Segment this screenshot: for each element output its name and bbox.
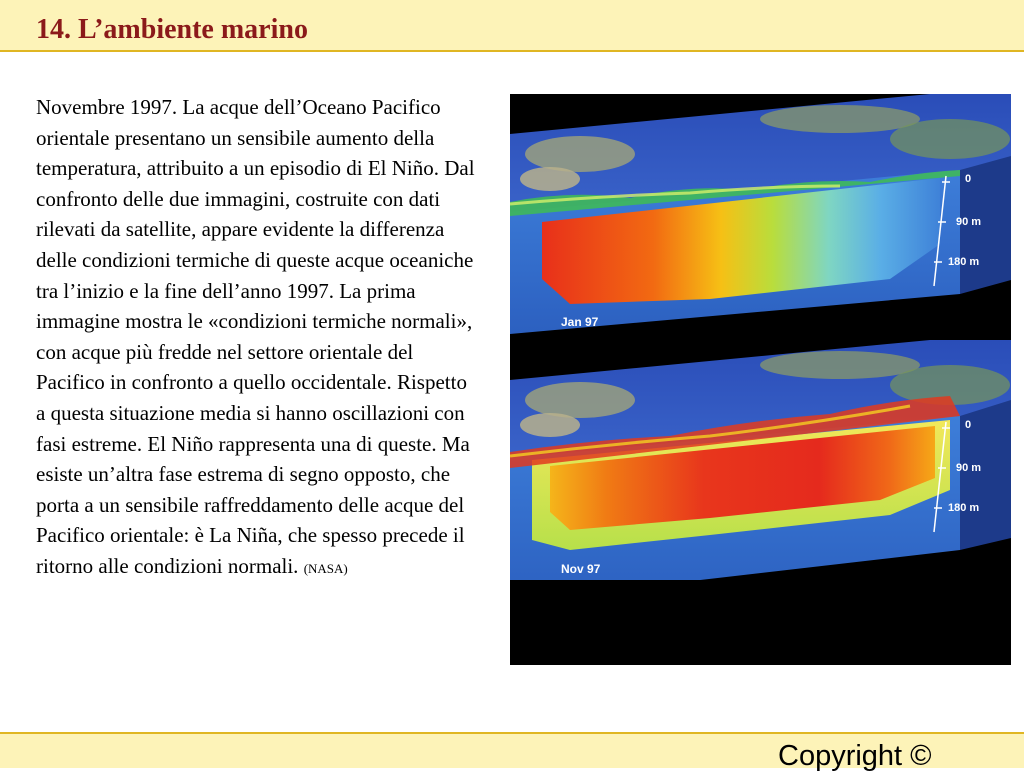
source-credit: (NASA) — [303, 560, 348, 576]
panel-jan-97 — [510, 94, 1011, 334]
ocean-temperature-figure — [510, 94, 1011, 665]
depth-label-180m: 180 m — [948, 502, 980, 514]
body-paragraph: Novembre 1997. La acque dell’Oceano Pacifico orientale presentano un sensibile aumento della temperatura, attribuito a un episodio di El Niño. Dal confronto delle due immagini, costruite con dati rilevati da satellite, appare evidente la differenza delle condizioni termiche di queste acque oceaniche tra l’inizio e la fine dell’anno 1997. La prima immagine mostra le «condizioni termiche normali», con acque più fredde nel settore orientale del Pacifico in confronto a quello occidentale. Rispetto a questa situazione media si hanno oscillazioni con fasi estreme. El Niño rappresenta una di queste. Ma esiste un’altra fase estrema di segno opposto, che porta a un sensibile raffreddamento delle acque del Pacifico orientale: è La Niña, che spesso precede il ritorno alle condizioni normali. — [36, 95, 475, 578]
depth-label-0: 0 — [965, 173, 972, 185]
depth-label-180m: 180 m — [948, 256, 980, 268]
depth-label-90m: 90 m — [956, 462, 982, 474]
title-rule — [0, 50, 1024, 52]
panel-date-label: Jan 97 — [561, 315, 599, 329]
depth-label-0: 0 — [965, 419, 972, 431]
depth-label-90m: 90 m — [956, 216, 982, 228]
slide-title: 14. L’ambiente marino — [36, 14, 308, 45]
slide-body-text — [36, 92, 476, 585]
panel-nov-97 — [510, 340, 1011, 580]
copyright-notice: Copyright © — [778, 740, 932, 772]
panel-date-label: Nov 97 — [561, 562, 601, 576]
footer-rule — [0, 732, 1024, 734]
